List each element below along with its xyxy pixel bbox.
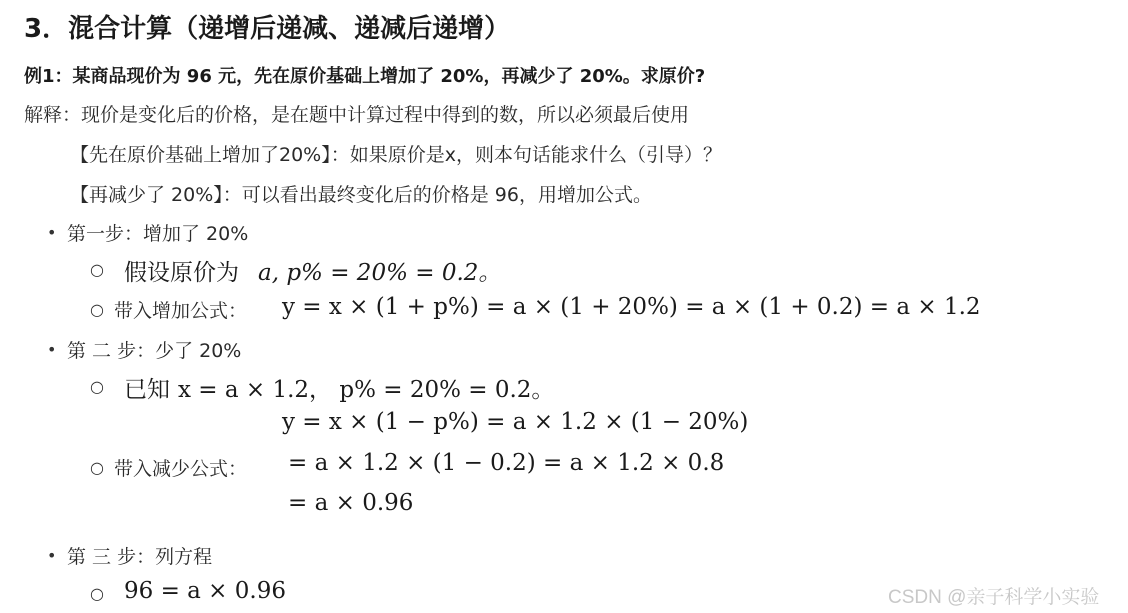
circle-bullet-icon: ○ — [90, 260, 104, 279]
step2-known-label: 已知 — [124, 377, 170, 403]
step1-formula-math: y = x × (1 + p%) = a × (1 + 20%) = a × (1 + 0.2) = a × 1.2 — [282, 294, 981, 320]
circle-bullet-icon: ○ — [90, 458, 104, 477]
step3-equation: 96 = a × 0.96 — [124, 578, 286, 604]
bullet-dot-icon: • — [47, 223, 57, 242]
step1-title: 第一步：增加了 20% — [67, 223, 249, 245]
bullet-dot-icon: • — [47, 546, 57, 565]
circle-bullet-icon: ○ — [90, 377, 104, 396]
step2-formula-label: 带入减少公式： — [114, 458, 248, 480]
step2-title: 第 二 步：少了 20% — [67, 340, 242, 362]
step2-equation-line1: y = x × (1 − p%) = a × 1.2 × (1 − 20%) — [282, 409, 749, 435]
step2-known-math: x = a × 1.2， p% = 20% = 0.2。 — [178, 377, 555, 403]
step1-formula-label: 带入增加公式： — [114, 300, 248, 322]
circle-bullet-icon: ○ — [90, 584, 104, 603]
guide-line-2: 【再减少了 20%】：可以看出最终变化后的价格是 96，用增加公式。 — [70, 184, 652, 206]
step1-assume-math: a, p% = 20% = 0.2。 — [258, 260, 502, 286]
circle-bullet-icon: ○ — [90, 300, 104, 319]
step2-equation-line2: = a × 1.2 × (1 − 0.2) = a × 1.2 × 0.8 — [288, 450, 725, 476]
guide-line-1: 【先在原价基础上增加了20%】：如果原价是x，则本句话能求什么（引导）？ — [70, 144, 722, 166]
bullet-dot-icon: • — [47, 340, 57, 359]
step1-assume-label: 假设原价为 — [124, 260, 239, 286]
example-question: 例1：某商品现价为 96 元，先在原价基础上增加了 20%，再减少了 20%。求原价? — [24, 66, 706, 87]
explanation-text: 解释：现价是变化后的价格，是在题中计算过程中得到的数，所以必须最后使用 — [24, 104, 690, 126]
step3-title: 第 三 步：列方程 — [67, 546, 213, 568]
watermark: CSDN @亲子科学小实验 — [888, 587, 1100, 608]
section-heading: 3．混合计算（递增后递减、递减后递增） — [24, 14, 511, 44]
step2-equation-line3: = a × 0.96 — [288, 490, 414, 516]
